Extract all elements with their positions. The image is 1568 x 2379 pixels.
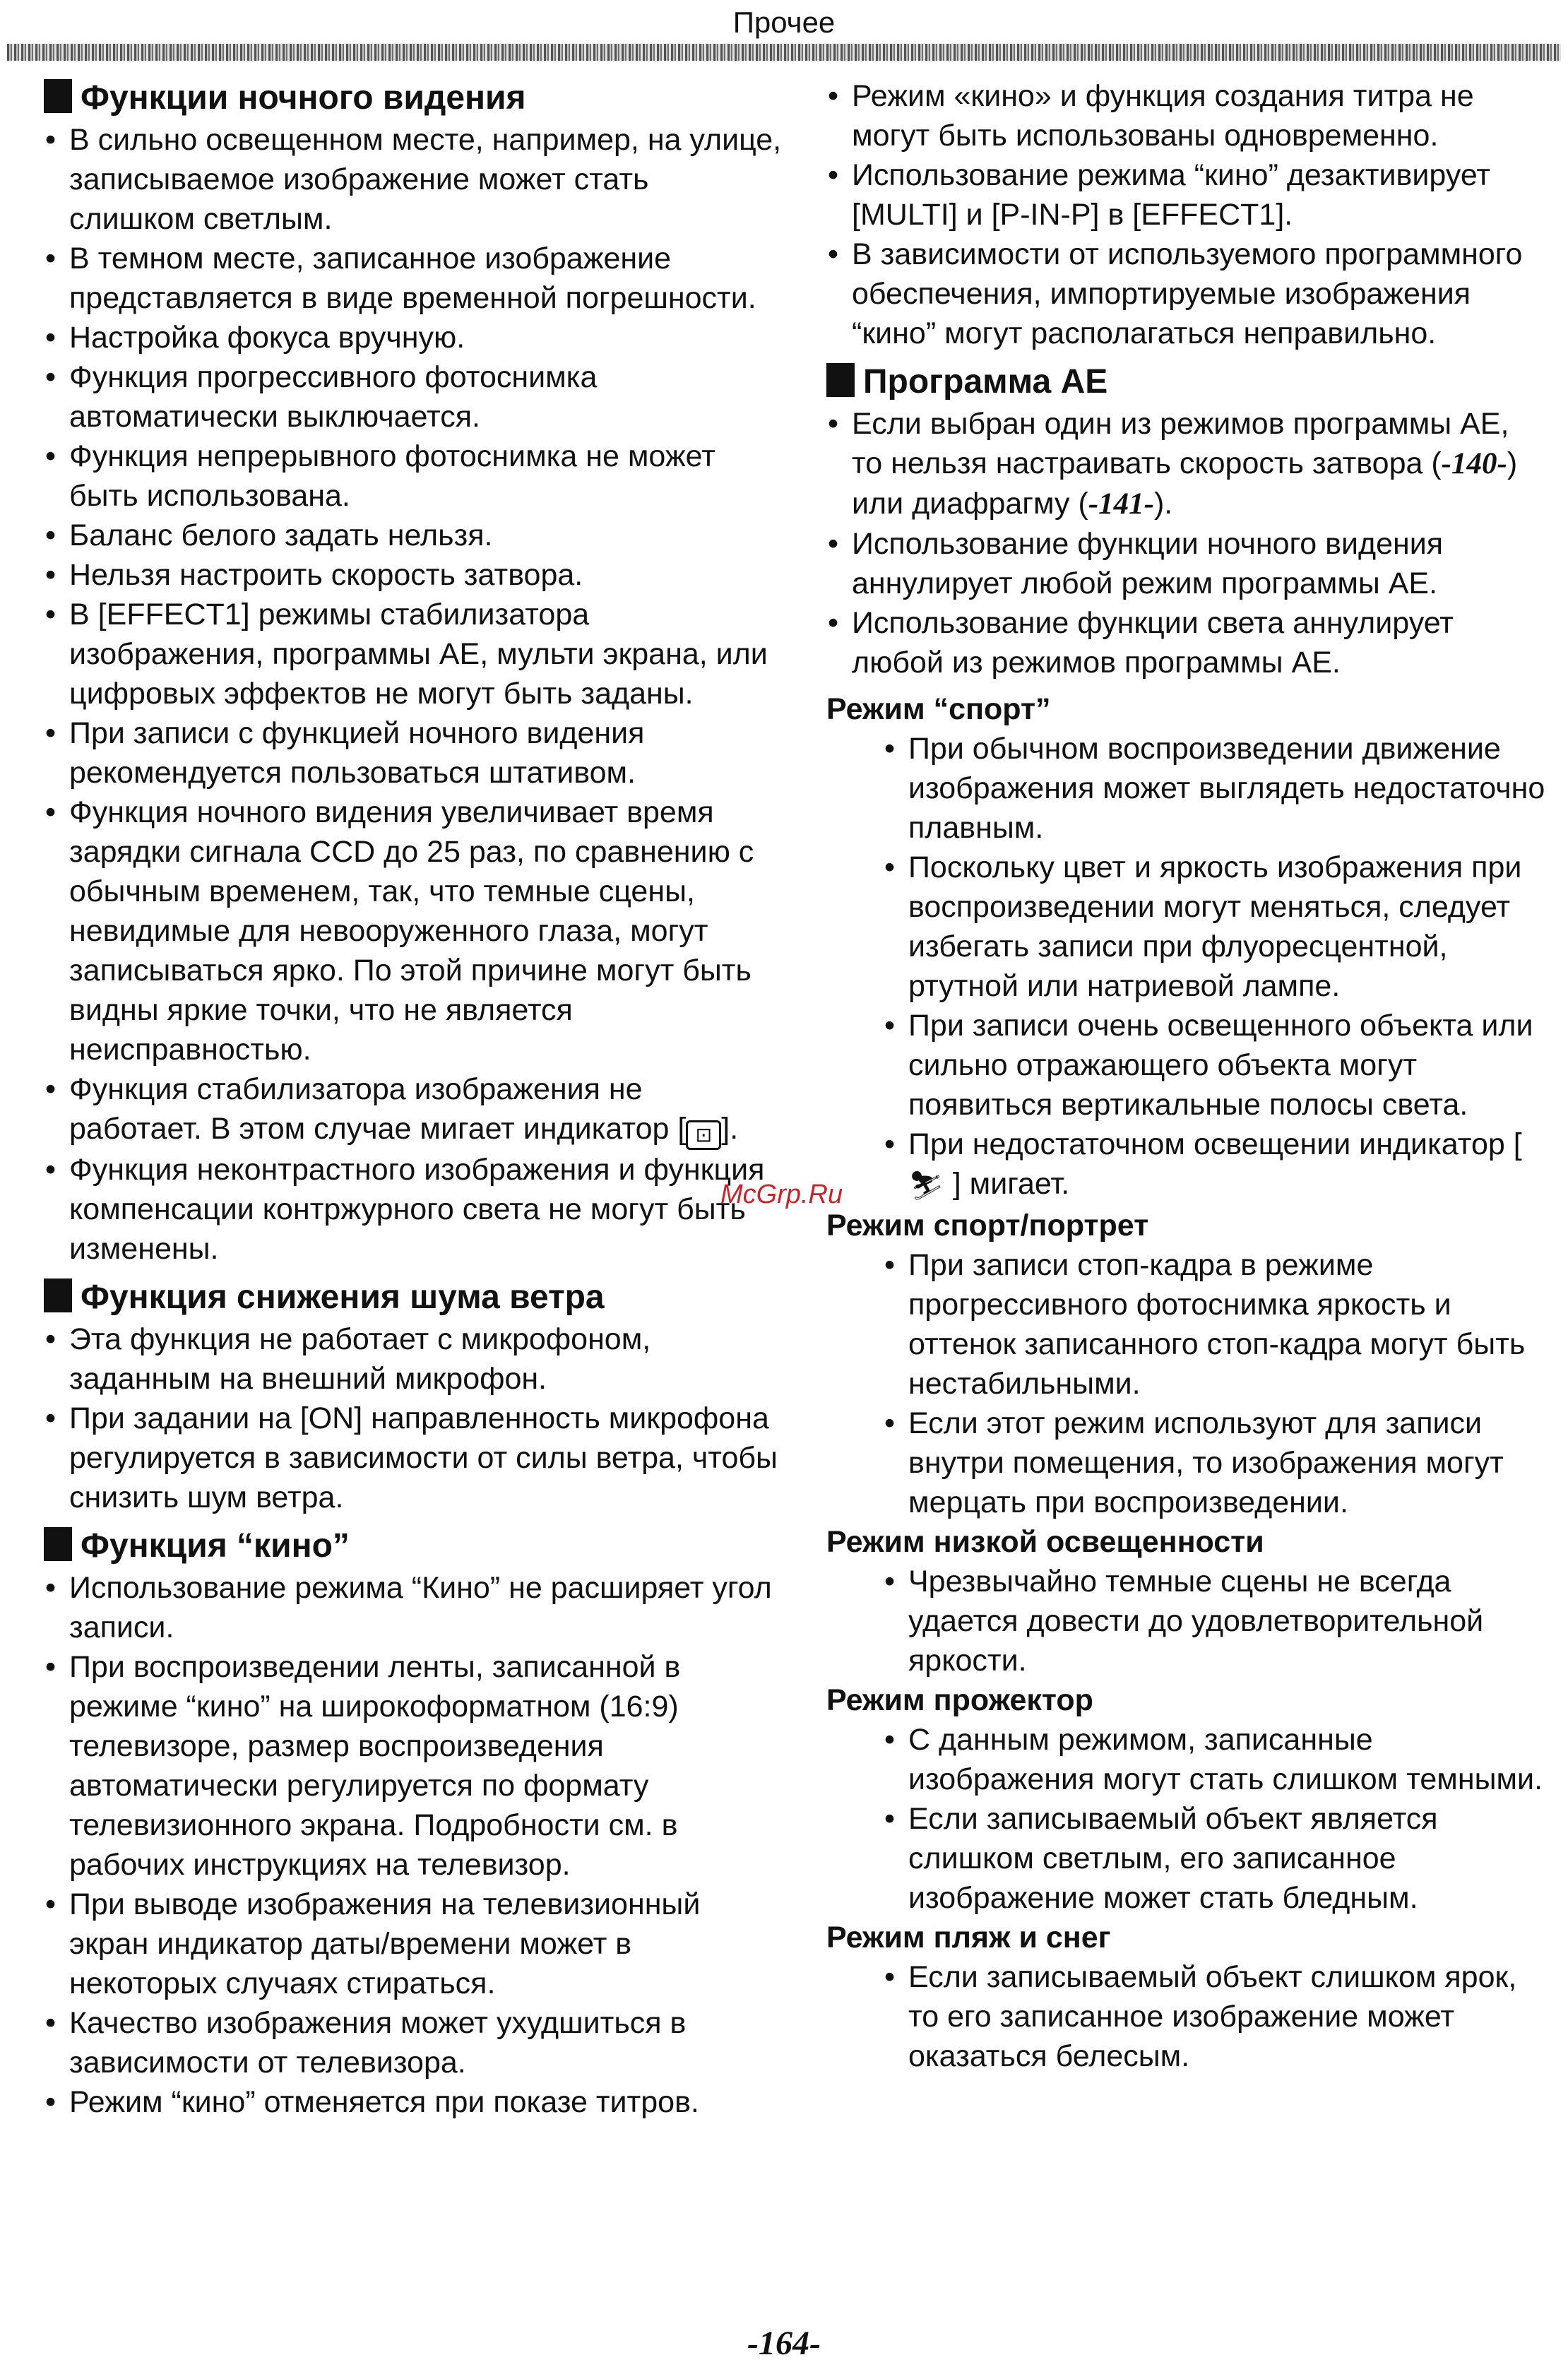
list-item: • В сильно освещенном месте, например, на улице, записываемое изображение может стать слишком светлым.: [45, 123, 782, 236]
subsection-sport-portrait: [826, 1206, 1547, 1522]
square-bullet-icon: [44, 1527, 72, 1561]
list-item: • При выводе изображения на телевизионный экран индикатор даты/времени может в некоторых случаях стираться.: [45, 1887, 701, 2000]
list-item: • Использование функции света аннулирует любой из режимов программы AE.: [828, 606, 1454, 680]
list-item: • При воспроизведении ленты, записанной в режиме “кино” на широкоформатном (16:9) телевизоре, размер воспроизведения автоматически регулируется по формату телевизионного экрана. Подробности см. в рабочих инструкциях на телевизор.: [45, 1650, 681, 1882]
section-cinema-continued: [826, 76, 1547, 353]
bullet-list: [826, 1957, 1547, 2076]
bullet-list: [44, 120, 782, 1069]
list-item: • Эта функция не работает с микрофоном, заданным на внешний микрофон.: [45, 1322, 651, 1396]
list-item: • В зависимости от используемого программного обеспечения, импортируемые изображения “кино” могут располагаться неправильно.: [828, 237, 1523, 350]
bullet-list: [826, 524, 1547, 682]
page-reference: -141-: [1088, 487, 1154, 521]
subsection-title: Режим “спорт”: [826, 692, 1051, 726]
subsection-low-light: [826, 1522, 1547, 1680]
square-bullet-icon: [826, 363, 855, 397]
list-item: • В темном месте, записанное изображение представляется в виде временной погрешности.: [45, 242, 756, 315]
list-item: • При записи стоп-кадра в режиме прогрессивного фотоснимка яркость и оттенок записанного стоп-кадра могут быть нестабильными.: [884, 1248, 1526, 1401]
list-item: • Если записываемый объект слишком ярок, то его записанное изображение может оказаться белесым.: [884, 1960, 1517, 2073]
list-item: • Чрезвычайно темные сцены не всегда удается довести до удовлетворительной яркости.: [884, 1565, 1484, 1678]
subsection-beach-snow: [826, 1918, 1547, 2076]
list-item: • В [EFFECT1] режимы стабилизатора изображения, программы AE, мульти экрана, или цифровых эффектов не могут быть заданы.: [45, 598, 768, 711]
bullet-list: [826, 729, 1547, 1125]
subsection-title: Режим прожектор: [826, 1683, 1093, 1717]
section-night-vision: [44, 76, 782, 1269]
list-item: • Функция ночного видения увеличивает время зарядки сигнала CCD до 25 раз, по сравнению с обычным временем, так, что темные сцены, невидимые для невооруженного глаза, могут записываться ярко. По этой причине могут быть видны яркие точки, что не является неисправностью.: [45, 795, 754, 1067]
subsection-title: Режим низкой освещенности: [826, 1525, 1264, 1559]
sport-mode-indicator-icon: ⛷: [908, 1170, 944, 1202]
list-item: • Режим «кино» и функция создания титра не могут быть использованы одновременно.: [828, 79, 1474, 153]
bullet-list: [44, 1319, 782, 1517]
bullet-list: [826, 76, 1547, 353]
list-item: • При записи очень освещенного объекта или сильно отражающего объекта могут появиться вертикальные полосы света.: [884, 1009, 1533, 1122]
list-item: • Настройка фокуса вручную.: [45, 321, 465, 355]
section-title: Функция снижения шума ветра: [44, 1276, 782, 1319]
list-item: • Если выбран один из режимов программы AE, то нельзя настраивать скорость затвора (-140-) или диафрагму (-141-).: [828, 407, 1518, 521]
section-title: Программа AE: [826, 360, 1547, 404]
watermark: McGrp.Ru: [720, 1180, 843, 1209]
list-item: • Использование функции ночного видения аннулирует любой режим программы AE.: [828, 527, 1444, 600]
square-bullet-icon: [44, 79, 72, 113]
section-wind-noise: [44, 1276, 782, 1517]
page-header: Прочее: [732, 6, 836, 39]
list-item: • Использование режима “кино” дезактивирует [MULTI] и [P-IN-P] в [EFFECT1].: [828, 158, 1491, 232]
right-column: [826, 76, 1547, 2076]
section-cinema: [44, 1524, 782, 2122]
subsection-title: Режим спорт/портрет: [826, 1209, 1149, 1242]
page-number: -164-: [747, 2325, 821, 2362]
header-divider: [7, 44, 1561, 61]
list-item: • Режим “кино” отменяется при показе титров.: [45, 2085, 699, 2119]
list-item: • При обычном воспроизведении движение изображения может выглядеть недостаточно плавным.: [884, 732, 1545, 845]
list-item: • Поскольку цвет и яркость изображения при воспроизведении могут меняться, следует избегать записи при флуоресцентной, ртутной или натриевой лампе.: [884, 850, 1522, 1003]
section-title: Функции ночного видения: [44, 76, 782, 120]
list-item: • Функция непрерывного фотоснимка не может быть использована.: [45, 439, 715, 513]
square-bullet-icon: [44, 1279, 72, 1312]
list-item: • При записи с функцией ночного видения рекомендуется пользоваться штативом.: [45, 716, 645, 790]
list-item: • Использование режима “Кино” не расширяет угол записи.: [45, 1571, 772, 1644]
page-reference: -140-: [1441, 447, 1507, 480]
subsection-spotlight: [826, 1680, 1547, 1918]
left-column: [44, 76, 782, 2129]
list-item: • При недостаточном освещении индикатор [ ⛷ ] мигает.: [883, 1125, 1547, 1206]
list-item: • При задании на [ON] направленность микрофона регулируется в зависимости от силы ветра, чтобы снизить шум ветра.: [45, 1401, 778, 1514]
subsection-sport: [826, 689, 1547, 1206]
list-item: • Нельзя настроить скорость затвора.: [45, 558, 583, 592]
list-item: • С данным режимом, записанные изображения могут стать слишком темными.: [884, 1723, 1543, 1796]
bullet-list: [44, 1568, 782, 2122]
list-item: • Функция неконтрастного изображения и функция компенсации контржурного света не могут быть изменены.: [45, 1153, 765, 1266]
list-item: • Качество изображения может ухудшиться в зависимости от телевизора.: [45, 2006, 687, 2080]
section-program-ae: [826, 360, 1547, 682]
list-item: • Функция стабилизатора изображения не работает. В этом случае мигает индикатор [ ⊡ ].: [44, 1069, 782, 1150]
subsection-title: Режим пляж и снег: [826, 1921, 1111, 1954]
bullet-list: [826, 1720, 1547, 1918]
stabilizer-indicator-icon: ⊡: [686, 1120, 721, 1150]
list-item: • Баланс белого задать нельзя.: [45, 518, 493, 552]
section-title: Функция “кино”: [44, 1524, 782, 1568]
list-item: • Если записываемый объект является слишком светлым, его записанное изображение может стать бледным.: [884, 1802, 1438, 1915]
bullet-list: [826, 1562, 1547, 1680]
list-item: • Если этот режим используют для записи внутри помещения, то изображения могут мерцать при воспроизведении.: [884, 1406, 1504, 1519]
bullet-list: [826, 1245, 1547, 1522]
list-item: • Функция прогрессивного фотоснимка автоматически выключается.: [45, 360, 598, 434]
